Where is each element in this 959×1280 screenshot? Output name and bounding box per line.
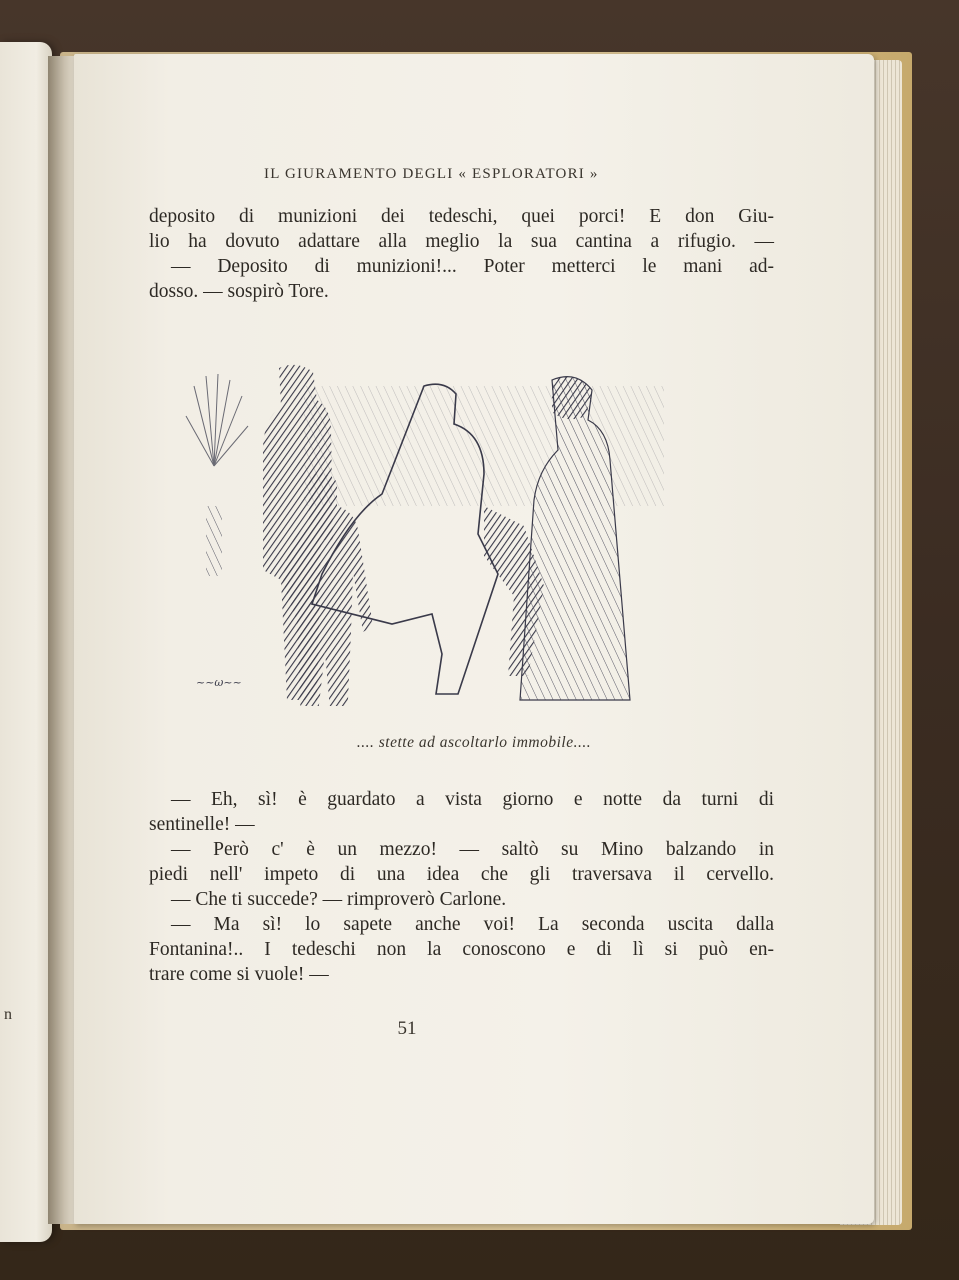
page-number: 51 bbox=[397, 1018, 417, 1039]
text-line: deposito di munizioni dei tedeschi, quei porci! E don Giu- bbox=[149, 206, 774, 227]
text-line: Fontanina!.. I tedeschi non la conoscono e di lì si può en- bbox=[149, 939, 774, 960]
text-line: — Però c' è un mezzo! — saltò su Mino balzando in bbox=[171, 839, 774, 860]
left-page bbox=[0, 42, 52, 1242]
right-page bbox=[74, 54, 874, 1224]
candle-holder bbox=[206, 506, 222, 576]
illustrator-signature: ~~ω~~ bbox=[196, 676, 242, 689]
text-line: trare come si vuole! — bbox=[149, 964, 329, 985]
text-line: piedi nell' impeto di una idea che gli traversava il cervello. bbox=[149, 864, 774, 885]
ink-illustration bbox=[184, 356, 664, 706]
text-block-bottom bbox=[149, 787, 774, 987]
text-line: lio ha dovuto adattare alla meglio la sua cantina a rifugio. — bbox=[149, 231, 774, 252]
illustration-caption: .... stette ad ascoltarlo immobile.... bbox=[356, 734, 592, 751]
candle-light bbox=[186, 374, 248, 466]
text-line: — Che ti succede? — rimproverò Carlone. bbox=[171, 889, 507, 910]
left-page-text-fragment: n bbox=[4, 1006, 12, 1023]
running-head: IL GIURAMENTO DEGLI « ESPLORATORI » bbox=[264, 166, 599, 182]
text-line: dosso. — sospirò Tore. bbox=[149, 281, 329, 302]
text-block-top bbox=[149, 204, 774, 304]
text-line: — Ma sì! lo sapete anche voi! La seconda uscita dalla bbox=[171, 914, 774, 935]
text-line: sentinelle! — bbox=[149, 814, 255, 835]
text-line: — Deposito di munizioni!... Poter metterci le mani ad- bbox=[171, 256, 774, 277]
text-line: — Eh, sì! è guardato a vista giorno e notte da turni di bbox=[171, 789, 774, 810]
